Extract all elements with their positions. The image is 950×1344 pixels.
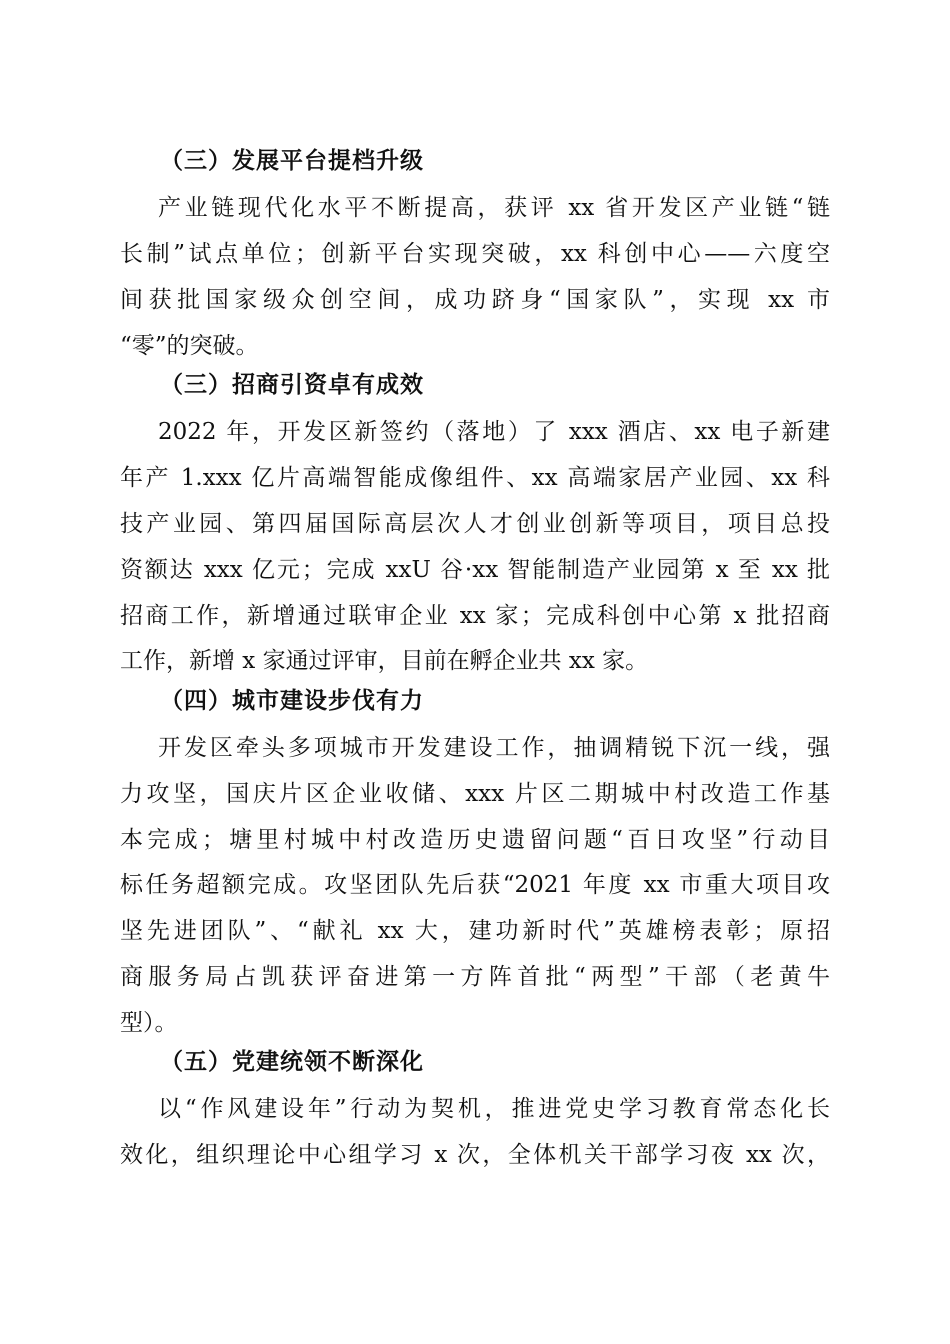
paragraph-line: “零”的突破。 xyxy=(120,333,259,359)
paragraph-line: 年产 1.xxx 亿片高端智能成像组件、xx 高端家居产业园、xx 科 xyxy=(120,465,830,491)
paragraph-line: 开发区牵头多项城市开发建设工作，抽调精锐下沉一线，强 xyxy=(158,735,830,761)
paragraph-line: 以“作风建设年”行动为契机，推进党史学习教育常态化长 xyxy=(158,1096,830,1122)
paragraph-line: 招商工作，新增通过联审企业 xx 家；完成科创中心第 x 批招商 xyxy=(120,603,830,629)
paragraph-line: 本完成；塘里村城中村改造历史遗留问题“百日攻坚”行动目 xyxy=(120,827,830,853)
paragraph-line: 型）。 xyxy=(120,1010,178,1036)
paragraph-line: 技产业园、第四届国际高层次人才创业创新等项目，项目总投 xyxy=(120,511,830,537)
paragraph-line: 效化，组织理论中心组学习 x 次，全体机关干部学习夜 xx 次， xyxy=(120,1142,830,1168)
paragraph-line: 标任务超额完成。攻坚团队先后获“2021 年度 xx 市重大项目攻 xyxy=(120,872,830,898)
paragraph-line: 长制”试点单位；创新平台实现突破，xx 科创中心——六度空 xyxy=(120,241,830,267)
paragraph-line: 商服务局占凯获评奋进第一方阵首批“两型”干部（老黄牛 xyxy=(120,964,830,990)
paragraph-line: 力攻坚，国庆片区企业收储、xxx 片区二期城中村改造工作基 xyxy=(120,781,830,807)
paragraph-line: 2022 年，开发区新签约（落地）了 xxx 酒店、xx 电子新建 xyxy=(158,419,830,445)
paragraph-line: 资额达 xxx 亿元；完成 xxU 谷·xx 智能制造产业园第 x 至 xx 批 xyxy=(120,557,830,583)
section-heading-party-building: （五）党建统领不断深化 xyxy=(160,1049,424,1075)
paragraph-line: 产业链现代化水平不断提高，获评 xx 省开发区产业链“链 xyxy=(158,195,830,221)
paragraph-line: 工作，新增 x 家通过评审，目前在孵企业共 xx 家。 xyxy=(120,648,649,674)
section-heading-investment: （三）招商引资卓有成效 xyxy=(160,372,424,398)
paragraph-line: 间获批国家级众创空间，成功跻身“国家队”，实现 xx 市 xyxy=(120,287,830,313)
section-heading-platform: （三）发展平台提档升级 xyxy=(160,148,424,174)
paragraph-line: 坚先进团队”、“献礼 xx 大，建功新时代”英雄榜表彰；原招 xyxy=(120,918,830,944)
section-heading-city-construction: （四）城市建设步伐有力 xyxy=(160,688,424,714)
